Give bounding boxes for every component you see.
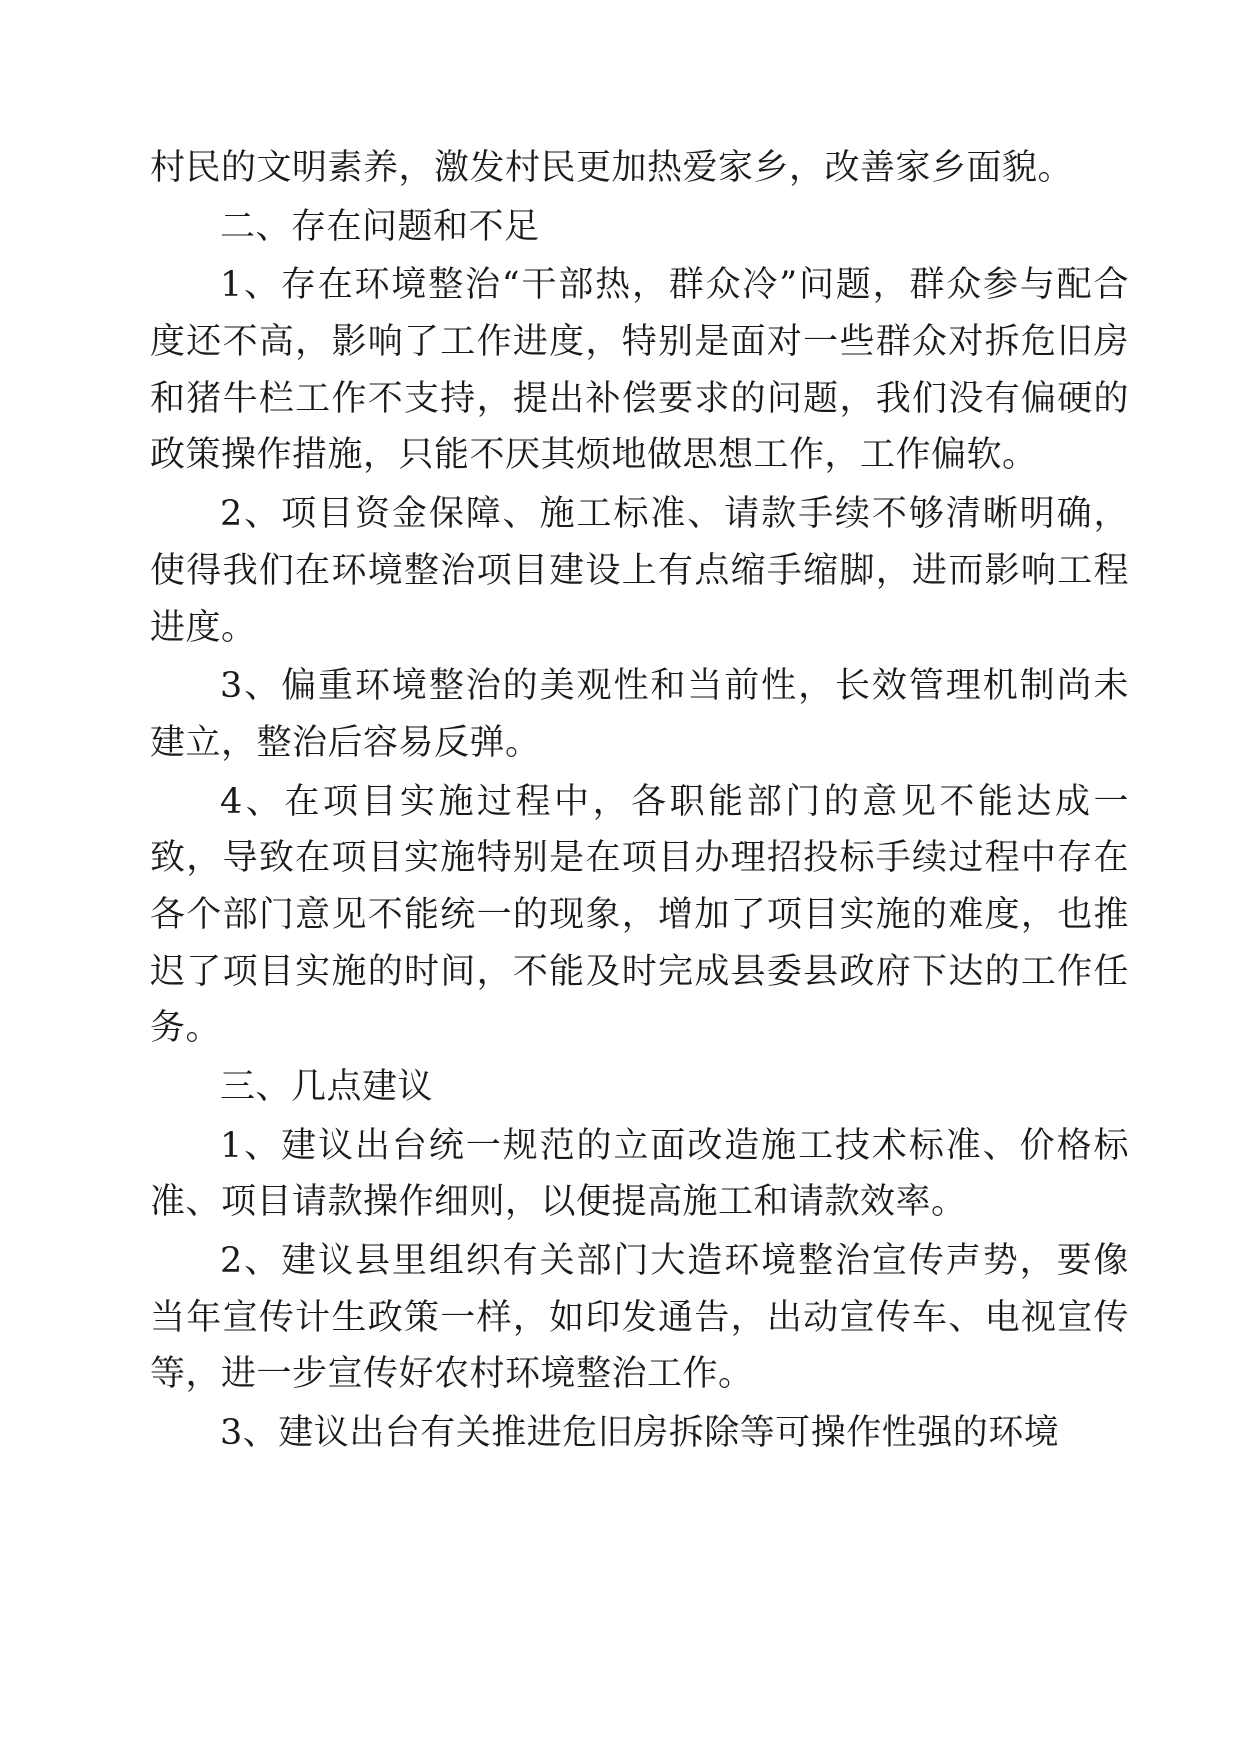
- paragraph-item-2: 2、项目资金保障、施工标准、请款手续不够清晰明确，使得我们在环境整治项目建设上有点缩手缩脚，进而影响工程进度。: [150, 494, 1129, 648]
- suggestion-item-3: 3、建议出台有关推进危旧房拆除等可操作性强的环境: [220, 1413, 1060, 1454]
- suggestion-item-2: 2、建议县里组织有关部门大造环境整治宣传声势，要像当年宣传计生政策一样，如印发通告，出动宣传车、电视宣传等，进一步宣传好农村环境整治工作。: [150, 1241, 1129, 1395]
- section-heading-two: 二、存在问题和不足: [220, 206, 540, 247]
- suggestion-item-1: 1、建议出台统一规范的立面改造施工技术标准、价格标准、项目请款操作细则，以便提高施工和请款效率。: [150, 1125, 1129, 1223]
- section-heading-three: 三、几点建议: [220, 1067, 434, 1107]
- document-body: [150, 140, 1129, 1462]
- paragraph-item-3: 3、偏重环境整治的美观性和当前性，长效管理机制尚未建立，整治后容易反弹。: [150, 666, 1129, 763]
- paragraph-item-1: 1、存在环境整治“干部热，群众冷”问题，群众参与配合度还不高，影响了工作进度，特别是面对一些群众对拆危旧房和猪牛栏工作不支持，提出补偿要求的问题，我们没有偏硬的政策操作措施，只能不厌其烦地做思想工作，工作偏软。: [150, 265, 1129, 476]
- paragraph-item-4: 4、在项目实施过程中，各职能部门的意见不能达成一致，导致在项目实施特别是在项目办理招投标手续过程中存在各个部门意见不能统一的现象，增加了项目实施的难度，也推迟了项目实施的时间，不能及时完成县委县政府下达的工作任务。: [150, 781, 1129, 1049]
- paragraph-continuation: 村民的文明素养，激发村民更加热爱家乡，改善家乡面貌。: [150, 148, 1074, 188]
